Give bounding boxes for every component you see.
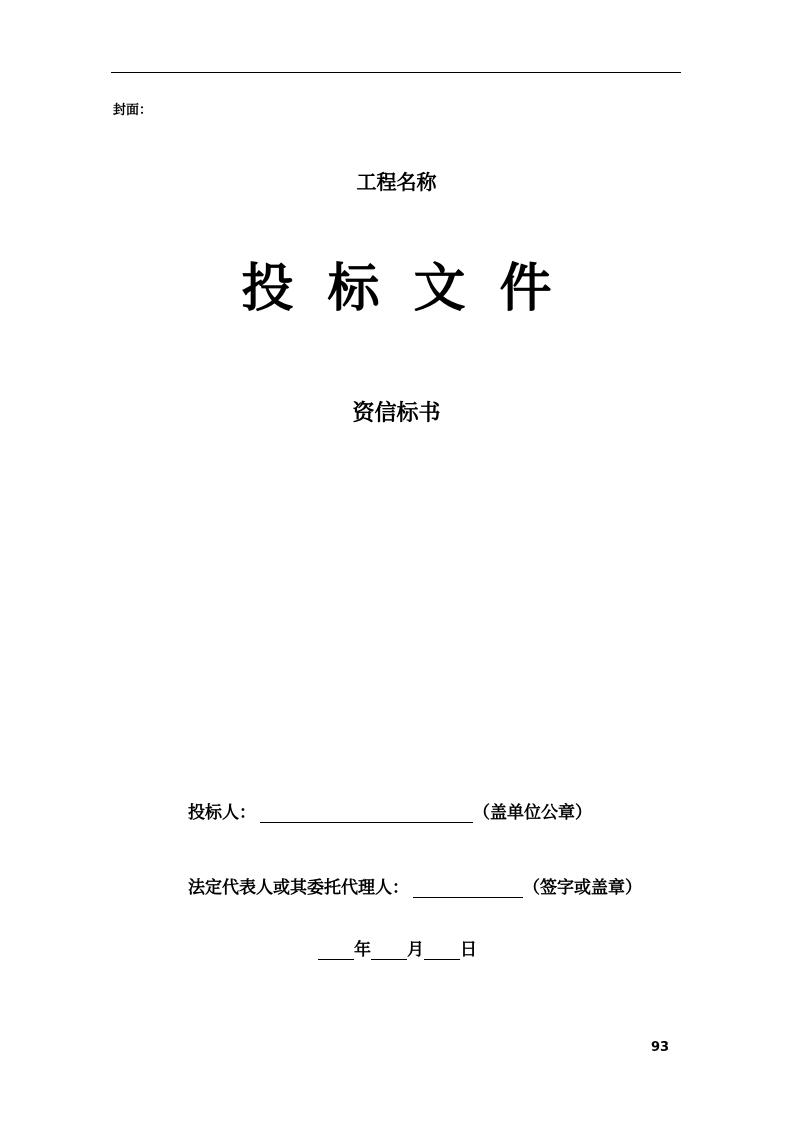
cover-label: 封面： — [113, 103, 153, 118]
representative-blank — [413, 879, 523, 898]
title-char: 标 — [327, 259, 380, 319]
page-number: 93 — [651, 1040, 670, 1055]
bidder-blank — [260, 804, 473, 823]
title-char: 文 — [413, 259, 466, 319]
title-char: 投 — [241, 259, 294, 319]
month-blank — [371, 941, 407, 960]
bidder-signature-line — [188, 798, 592, 823]
document-subtitle: 资信标书 — [352, 401, 441, 426]
title-char: 件 — [499, 259, 552, 319]
day-label: 日 — [460, 940, 477, 960]
document-title — [0, 246, 793, 321]
date-line — [318, 935, 477, 960]
month-label: 月 — [407, 940, 424, 960]
bidder-label: 投标人： — [188, 803, 256, 823]
representative-label: 法定代表人或其委托代理人： — [188, 878, 409, 898]
year-blank — [318, 941, 354, 960]
year-label: 年 — [354, 940, 371, 960]
project-name: 工程名称 — [356, 170, 437, 194]
header-rule — [111, 72, 681, 73]
day-blank — [424, 941, 460, 960]
representative-signature-line — [188, 873, 642, 898]
representative-sign-note: （签字或盖章） — [523, 878, 642, 898]
bidder-seal-note: （盖单位公章） — [473, 803, 592, 823]
